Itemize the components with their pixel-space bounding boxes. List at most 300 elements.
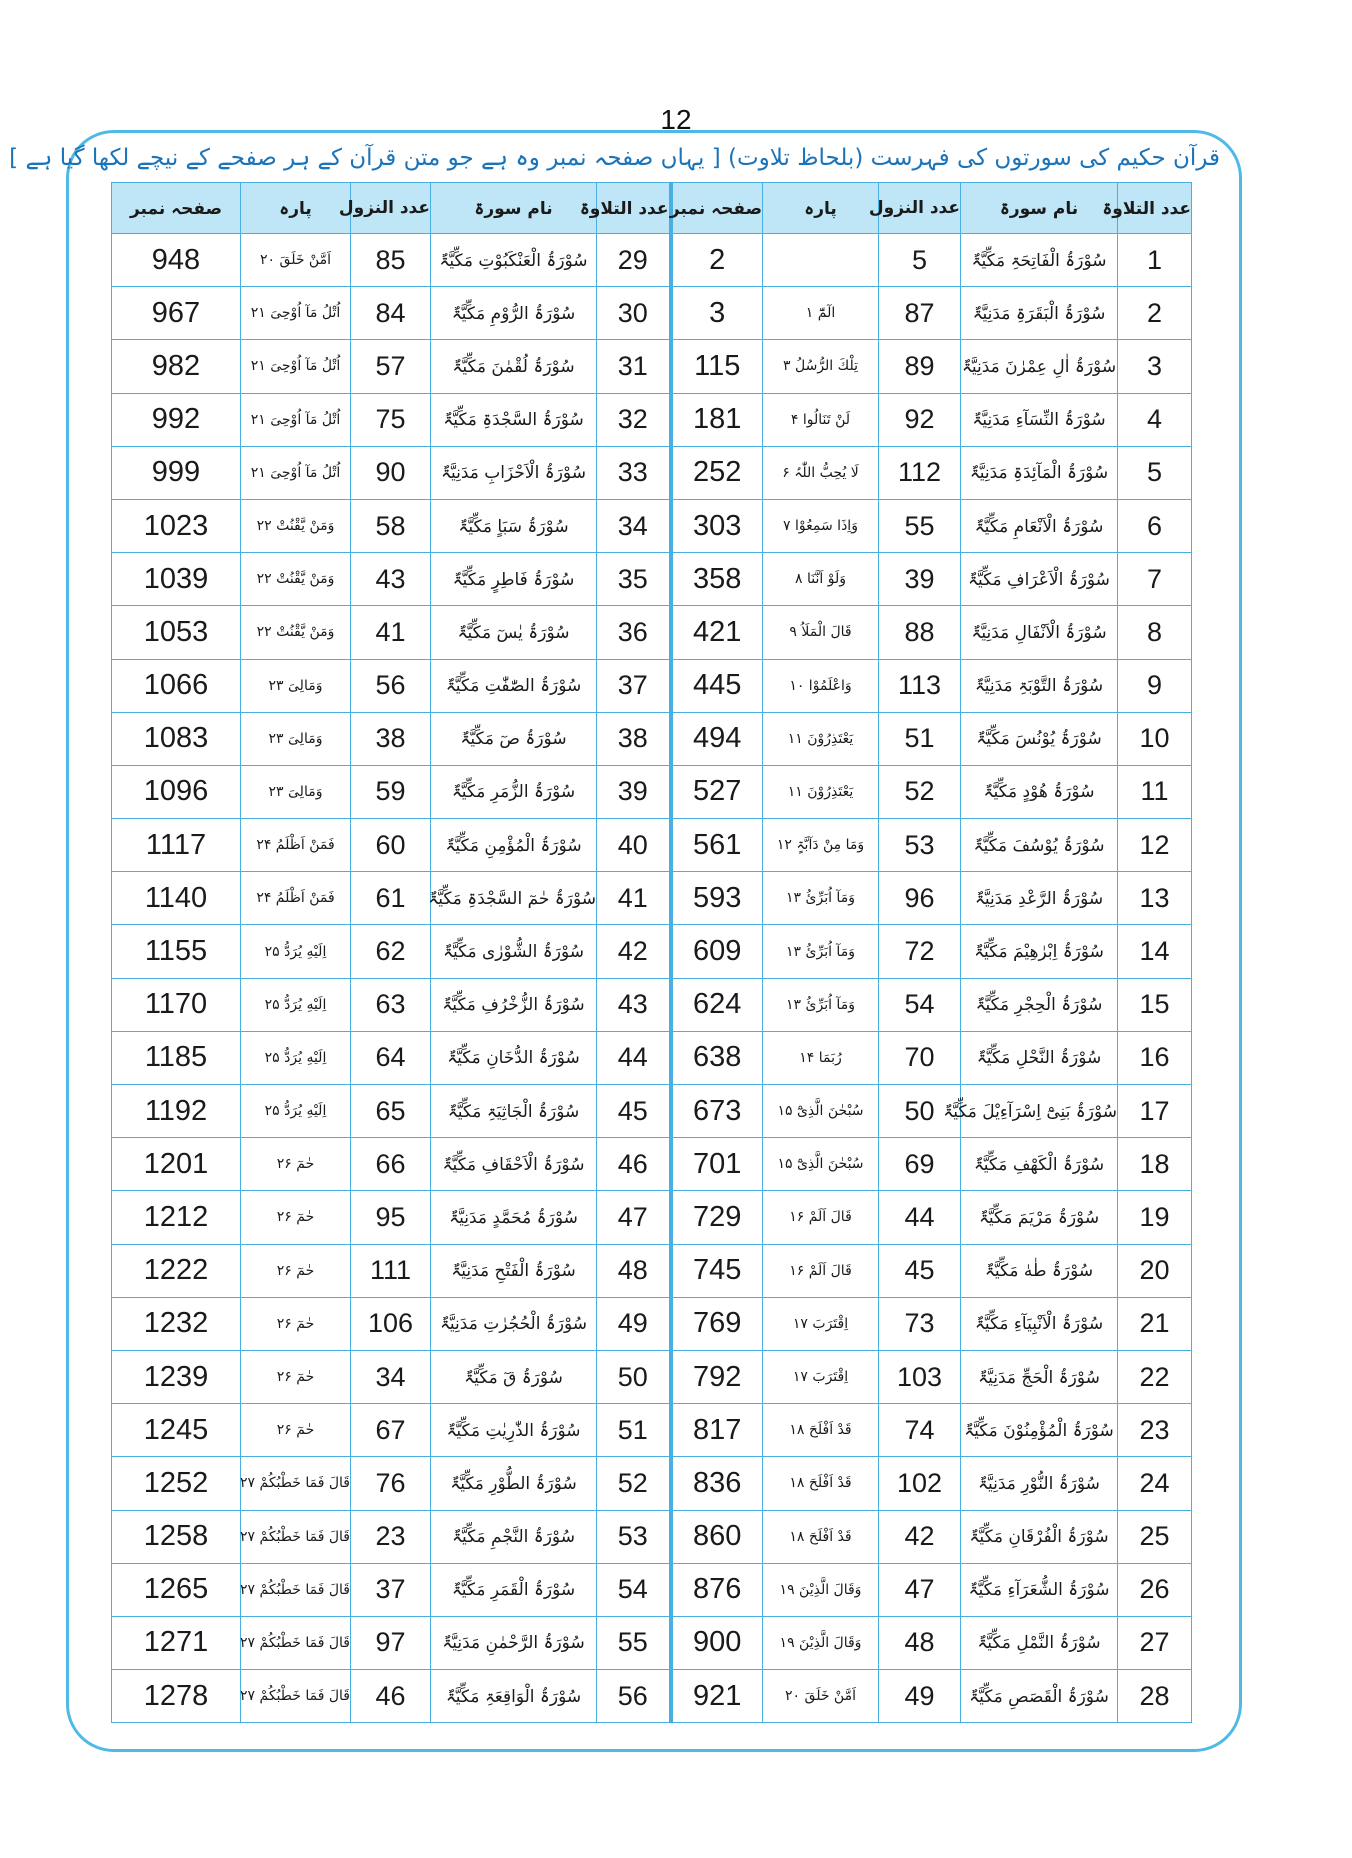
right-nuzool-number: 42 [879, 1510, 961, 1563]
left-surah-name: سُوْرَۃُ الرُّوْمِ مَکِّیَّۃٌ [431, 287, 597, 340]
right-page-number-cell: 729 [671, 1191, 763, 1244]
left-tilawat-number: 35 [597, 553, 671, 606]
left-page-number-cell: 1265 [112, 1563, 241, 1616]
right-nuzool-number: 45 [879, 1244, 961, 1297]
left-page-number-cell: 1278 [112, 1670, 241, 1723]
left-nuzool-number: 37 [351, 1563, 431, 1616]
left-page-number-cell: 1201 [112, 1138, 241, 1191]
right-nuzool-number: 52 [879, 765, 961, 818]
table-row [112, 659, 1192, 712]
left-tilawat-number: 45 [597, 1085, 671, 1138]
right-nuzool-number: 48 [879, 1616, 961, 1669]
left-tilawat-number: 49 [597, 1297, 671, 1350]
table-row [112, 1563, 1192, 1616]
right-para-name: وَمَآ اُبَرِّئُ ۱۳ [763, 872, 879, 925]
left-page-number-cell: 1192 [112, 1085, 241, 1138]
right-surah-name: سُوْرَۃُ طٰهٰ مَکِّیَّۃٌ [961, 1244, 1118, 1297]
left-nuzool-number: 62 [351, 925, 431, 978]
right-nuzool-number: 72 [879, 925, 961, 978]
header-nuzool-right: عدد النزول [879, 183, 961, 234]
right-tilawat-number: 3 [1118, 340, 1192, 393]
right-page-number-cell: 3 [671, 287, 763, 340]
right-surah-name: سُوْرَۃُ الْاَعْرَافِ مَکِّیَّۃٌ [961, 553, 1118, 606]
right-para-name: اِقْتَرَبَ ۱۷ [763, 1297, 879, 1350]
left-tilawat-number: 47 [597, 1191, 671, 1244]
left-page-number-cell: 1117 [112, 819, 241, 872]
left-surah-name: سُوْرَۃُ الْجَاثِیَۃِ مَکِّیَّۃٌ [431, 1085, 597, 1138]
right-surah-name: سُوْرَۃُ الْاَنْبِیَآءِ مَکِّیَّۃٌ [961, 1297, 1118, 1350]
left-page-number-cell: 948 [112, 234, 241, 287]
right-surah-name: سُوْرَۃُ بَنِیْٓ اِسْرَآءِیْلَ مَکِّیَّۃٌ [961, 1085, 1118, 1138]
right-tilawat-number: 18 [1118, 1138, 1192, 1191]
left-page-number-cell: 1053 [112, 606, 241, 659]
right-surah-name: سُوْرَۃُ یُوْنُسَ مَکِّیَّۃٌ [961, 712, 1118, 765]
right-para-name: لَنْ تَنَالُوا ۴ [763, 393, 879, 446]
header-surah-name-right: نام سورۃ [961, 183, 1118, 234]
left-page-number-cell: 999 [112, 446, 241, 499]
left-surah-name: سُوْرَۃُ الرَّحْمٰنِ مَدَنِیَّۃٌ [431, 1616, 597, 1669]
left-tilawat-number: 39 [597, 765, 671, 818]
right-page-number-cell: 701 [671, 1138, 763, 1191]
left-para-name: فَمَنْ اَظْلَمُ ۲۴ [241, 819, 351, 872]
right-nuzool-number: 49 [879, 1670, 961, 1723]
right-nuzool-number: 54 [879, 978, 961, 1031]
right-tilawat-number: 24 [1118, 1457, 1192, 1510]
left-page-number-cell: 1222 [112, 1244, 241, 1297]
left-surah-name: سُوْرَۃُ الْفَتْحِ مَدَنِیَّۃٌ [431, 1244, 597, 1297]
table-row [112, 1191, 1192, 1244]
right-page-number-cell: 792 [671, 1350, 763, 1403]
table-row [112, 1350, 1192, 1403]
left-para-name: اُتْلُ مَآ اُوْحِیَ ۲۱ [241, 287, 351, 340]
right-page-number-cell: 115 [671, 340, 763, 393]
left-nuzool-number: 67 [351, 1404, 431, 1457]
left-tilawat-number: 30 [597, 287, 671, 340]
left-para-name: قَالَ فَمَا خَطْبُکُمْ ۲۷ [241, 1510, 351, 1563]
right-surah-name: سُوْرَۃُ اِبْرٰھِیْمَ مَکِّیَّۃٌ [961, 925, 1118, 978]
right-para-name: قَالَ الْمَلَاُ ۹ [763, 606, 879, 659]
left-nuzool-number: 111 [351, 1244, 431, 1297]
left-surah-name: سُوْرَۃُ الْمُؤْمِنِ مَکِّیَّۃٌ [431, 819, 597, 872]
table-row [112, 606, 1192, 659]
right-nuzool-number: 39 [879, 553, 961, 606]
right-page-number-cell: 593 [671, 872, 763, 925]
header-tilawat-left: عدد التلاوۃ [597, 183, 671, 234]
right-tilawat-number: 20 [1118, 1244, 1192, 1297]
left-nuzool-number: 38 [351, 712, 431, 765]
right-page-number-cell: 900 [671, 1616, 763, 1669]
left-page-number-cell: 1245 [112, 1404, 241, 1457]
left-surah-name: سُوْرَۃُ حٰمٓ السَّجْدَۃِ مَکِّیَّۃٌ [431, 872, 597, 925]
right-para-name: وَقَالَ الَّذِیْنَ ۱۹ [763, 1616, 879, 1669]
right-surah-name: سُوْرَۃُ الْقَصَصِ مَکِّیَّۃٌ [961, 1670, 1118, 1723]
left-nuzool-number: 58 [351, 499, 431, 552]
left-para-name: اِلَیْهِ یُرَدُّ ۲۵ [241, 1085, 351, 1138]
left-para-name: حٰمٓ ۲۶ [241, 1191, 351, 1244]
right-para-name: وَاِذَا سَمِعُوْا ۷ [763, 499, 879, 552]
left-tilawat-number: 29 [597, 234, 671, 287]
right-page-number-cell: 303 [671, 499, 763, 552]
header-page-left: صفحہ نمبر [112, 183, 241, 234]
left-tilawat-number: 42 [597, 925, 671, 978]
right-para-name: یَعْتَذِرُوْنَ ۱۱ [763, 712, 879, 765]
right-nuzool-number: 112 [879, 446, 961, 499]
header-para-left: پارہ [241, 183, 351, 234]
header-para-right: پارہ [763, 183, 879, 234]
left-page-number-cell: 967 [112, 287, 241, 340]
left-tilawat-number: 32 [597, 393, 671, 446]
left-para-name: اَمَّنْ خَلَقَ ۲۰ [241, 234, 351, 287]
table-row [112, 1085, 1192, 1138]
left-surah-name: سُوْرَۃُ لُقْمٰنَ مَکِّیَّۃٌ [431, 340, 597, 393]
left-tilawat-number: 55 [597, 1616, 671, 1669]
left-page-number-cell: 1239 [112, 1350, 241, 1403]
left-tilawat-number: 43 [597, 978, 671, 1031]
right-para-name: الٓمّٓ ۱ [763, 287, 879, 340]
left-para-name: وَمَالِیَ ۲۳ [241, 712, 351, 765]
right-surah-name: سُوْرَۃُ الْحِجْرِ مَکِّیَّۃٌ [961, 978, 1118, 1031]
right-surah-name: سُوْرَۃُ الْمُؤْمِنُوْنَ مَکِّیَّۃٌ [961, 1404, 1118, 1457]
left-nuzool-number: 43 [351, 553, 431, 606]
left-nuzool-number: 63 [351, 978, 431, 1031]
right-nuzool-number: 102 [879, 1457, 961, 1510]
right-nuzool-number: 89 [879, 340, 961, 393]
left-page-number-cell: 1023 [112, 499, 241, 552]
left-nuzool-number: 57 [351, 340, 431, 393]
left-tilawat-number: 40 [597, 819, 671, 872]
right-page-number-cell: 921 [671, 1670, 763, 1723]
table-row [112, 1244, 1192, 1297]
right-tilawat-number: 26 [1118, 1563, 1192, 1616]
right-surah-name: سُوْرَۃُ ھُوْدٍ مَکِّیَّۃٌ [961, 765, 1118, 818]
header-nuzool-left: عدد النزول [351, 183, 431, 234]
right-para-name: قَدْ اَفْلَحَ ۱۸ [763, 1404, 879, 1457]
right-nuzool-number: 53 [879, 819, 961, 872]
left-para-name: وَمَنْ یَّقْنُتْ ۲۲ [241, 606, 351, 659]
left-nuzool-number: 90 [351, 446, 431, 499]
right-page-number-cell: 421 [671, 606, 763, 659]
left-tilawat-number: 54 [597, 1563, 671, 1616]
right-surah-name: سُوْرَۃُ النُّوْرِ مَدَنِیَّۃٌ [961, 1457, 1118, 1510]
right-page-number-cell: 638 [671, 1031, 763, 1084]
right-tilawat-number: 8 [1118, 606, 1192, 659]
right-page-number-cell: 561 [671, 819, 763, 872]
left-nuzool-number: 46 [351, 1670, 431, 1723]
left-nuzool-number: 60 [351, 819, 431, 872]
right-para-name: وَمَآ اُبَرِّئُ ۱۳ [763, 978, 879, 1031]
table-row [112, 765, 1192, 818]
right-page-number-cell: 445 [671, 659, 763, 712]
left-surah-name: سُوْرَۃُ قٓ مَکِّیَّۃٌ [431, 1350, 597, 1403]
right-surah-name: سُوْرَۃُ الْاَنْعَامِ مَکِّیَّۃٌ [961, 499, 1118, 552]
right-surah-name: سُوْرَۃُ مَرْیَمَ مَکِّیَّۃٌ [961, 1191, 1118, 1244]
right-tilawat-number: 6 [1118, 499, 1192, 552]
table-row [112, 819, 1192, 872]
right-page-number-cell: 358 [671, 553, 763, 606]
left-page-number-cell: 1271 [112, 1616, 241, 1669]
left-surah-name: سُوْرَۃُ الْاَحْزَابِ مَدَنِیَّۃٌ [431, 446, 597, 499]
left-surah-name: سُوْرَۃُ فَاطِرٍ مَکِّیَّۃٌ [431, 553, 597, 606]
left-surah-name: سُوْرَۃُ الشُّوْرٰی مَکِّیَّۃٌ [431, 925, 597, 978]
left-page-number-cell: 1066 [112, 659, 241, 712]
left-tilawat-number: 50 [597, 1350, 671, 1403]
left-page-number-cell: 1212 [112, 1191, 241, 1244]
left-para-name: حٰمٓ ۲۶ [241, 1297, 351, 1350]
right-page-number-cell: 745 [671, 1244, 763, 1297]
left-page-number-cell: 1258 [112, 1510, 241, 1563]
table-row [112, 712, 1192, 765]
right-tilawat-number: 21 [1118, 1297, 1192, 1350]
table-row [112, 1457, 1192, 1510]
right-para-name: رُبَمَا ۱۴ [763, 1031, 879, 1084]
right-nuzool-number: 87 [879, 287, 961, 340]
right-surah-name: سُوْرَۃُ النَّحْلِ مَکِّیَّۃٌ [961, 1031, 1118, 1084]
right-surah-name: سُوْرَۃُ یُوْسُفَ مَکِّیَّۃٌ [961, 819, 1118, 872]
left-para-name: فَمَنْ اَظْلَمُ ۲۴ [241, 872, 351, 925]
right-tilawat-number: 23 [1118, 1404, 1192, 1457]
right-tilawat-number: 9 [1118, 659, 1192, 712]
left-nuzool-number: 56 [351, 659, 431, 712]
right-nuzool-number: 51 [879, 712, 961, 765]
left-surah-name: سُوْرَۃُ الزُّخْرُفِ مَکِّیَّۃٌ [431, 978, 597, 1031]
right-para-name: وَقَالَ الَّذِیْنَ ۱۹ [763, 1563, 879, 1616]
left-para-name: قَالَ فَمَا خَطْبُکُمْ ۲۷ [241, 1457, 351, 1510]
left-surah-name: سُوْرَۃُ الذّٰرِیٰتِ مَکِّیَّۃٌ [431, 1404, 597, 1457]
table-row [112, 1616, 1192, 1669]
right-surah-name: سُوْرَۃُ الشُّعَرَآءِ مَکِّیَّۃٌ [961, 1563, 1118, 1616]
left-para-name: حٰمٓ ۲۶ [241, 1138, 351, 1191]
right-para-name [763, 234, 879, 287]
left-nuzool-number: 65 [351, 1085, 431, 1138]
right-page-number-cell: 836 [671, 1457, 763, 1510]
left-surah-name: سُوْرَۃُ الْقَمَرِ مَکِّیَّۃٌ [431, 1563, 597, 1616]
right-tilawat-number: 27 [1118, 1616, 1192, 1669]
right-surah-name: سُوْرَۃُ الرَّعْدِ مَدَنِیَّۃٌ [961, 872, 1118, 925]
left-page-number-cell: 1140 [112, 872, 241, 925]
left-para-name: قَالَ فَمَا خَطْبُکُمْ ۲۷ [241, 1563, 351, 1616]
left-tilawat-number: 53 [597, 1510, 671, 1563]
left-nuzool-number: 66 [351, 1138, 431, 1191]
right-nuzool-number: 74 [879, 1404, 961, 1457]
right-para-name: قَالَ اَلَمْ ۱۶ [763, 1244, 879, 1297]
left-surah-name: سُوْرَۃُ الْاَحْقَافِ مَکِّیَّۃٌ [431, 1138, 597, 1191]
left-para-name: قَالَ فَمَا خَطْبُکُمْ ۲۷ [241, 1670, 351, 1723]
left-surah-name: سُوْرَۃُ سَبَاٍ مَکِّیَّۃٌ [431, 499, 597, 552]
left-surah-name: سُوْرَۃُ الطُّوْرِ مَکِّیَّۃٌ [431, 1457, 597, 1510]
right-tilawat-number: 5 [1118, 446, 1192, 499]
right-nuzool-number: 96 [879, 872, 961, 925]
right-page-number-cell: 673 [671, 1085, 763, 1138]
header-tilawat-right: عدد التلاوۃ [1118, 183, 1192, 234]
left-para-name: اِلَیْهِ یُرَدُّ ۲۵ [241, 1031, 351, 1084]
right-nuzool-number: 92 [879, 393, 961, 446]
table-row [112, 1031, 1192, 1084]
right-tilawat-number: 28 [1118, 1670, 1192, 1723]
right-page-number-cell: 860 [671, 1510, 763, 1563]
right-surah-name: سُوْرَۃُ النَّمْلِ مَکِّیَّۃٌ [961, 1616, 1118, 1669]
right-page-number-cell: 609 [671, 925, 763, 978]
left-page-number-cell: 1155 [112, 925, 241, 978]
right-tilawat-number: 13 [1118, 872, 1192, 925]
right-para-name: قَدْ اَفْلَحَ ۱۸ [763, 1457, 879, 1510]
right-surah-name: سُوْرَۃُ اٰلِ عِمْرٰنَ مَدَنِیَّۃٌ [961, 340, 1118, 393]
right-nuzool-number: 5 [879, 234, 961, 287]
right-para-name: سُبْحٰنَ الَّذِیْٓ ۱۵ [763, 1138, 879, 1191]
right-nuzool-number: 47 [879, 1563, 961, 1616]
left-para-name: اُتْلُ مَآ اُوْحِیَ ۲۱ [241, 340, 351, 393]
right-tilawat-number: 25 [1118, 1510, 1192, 1563]
left-para-name: اِلَیْهِ یُرَدُّ ۲۵ [241, 978, 351, 1031]
left-para-name: اُتْلُ مَآ اُوْحِیَ ۲۱ [241, 446, 351, 499]
right-para-name: سُبْحٰنَ الَّذِیْٓ ۱۵ [763, 1085, 879, 1138]
right-nuzool-number: 69 [879, 1138, 961, 1191]
table-row [112, 446, 1192, 499]
left-page-number-cell: 1039 [112, 553, 241, 606]
table-row [112, 1670, 1192, 1723]
surah-index-table-wrapper [111, 182, 1191, 1723]
right-tilawat-number: 12 [1118, 819, 1192, 872]
left-nuzool-number: 61 [351, 872, 431, 925]
left-surah-name: سُوْرَۃُ السَّجْدَۃِ مَکِّیَّۃٌ [431, 393, 597, 446]
right-tilawat-number: 4 [1118, 393, 1192, 446]
left-tilawat-number: 37 [597, 659, 671, 712]
table-row [112, 393, 1192, 446]
right-surah-name: سُوْرَۃُ الْکَھْفِ مَکِّیَّۃٌ [961, 1138, 1118, 1191]
left-page-number-cell: 982 [112, 340, 241, 393]
left-page-number-cell: 1185 [112, 1031, 241, 1084]
header-page-right: صفحہ نمبر [671, 183, 763, 234]
left-para-name: وَمَنْ یَّقْنُتْ ۲۲ [241, 553, 351, 606]
right-nuzool-number: 73 [879, 1297, 961, 1350]
table-row [112, 978, 1192, 1031]
right-tilawat-number: 2 [1118, 287, 1192, 340]
right-tilawat-number: 16 [1118, 1031, 1192, 1084]
left-para-name: اُتْلُ مَآ اُوْحِیَ ۲۱ [241, 393, 351, 446]
right-tilawat-number: 7 [1118, 553, 1192, 606]
left-tilawat-number: 33 [597, 446, 671, 499]
left-nuzool-number: 23 [351, 1510, 431, 1563]
left-surah-name: سُوْرَۃُ صٓ مَکِّیَّۃٌ [431, 712, 597, 765]
left-surah-name: سُوْرَۃُ الصّٰفّٰتِ مَکِّیَّۃٌ [431, 659, 597, 712]
right-nuzool-number: 88 [879, 606, 961, 659]
table-row [112, 1297, 1192, 1350]
header-surah-name-left: نام سورۃ [431, 183, 597, 234]
left-para-name: وَمَنْ یَّقْنُتْ ۲۲ [241, 499, 351, 552]
left-nuzool-number: 34 [351, 1350, 431, 1403]
right-nuzool-number: 103 [879, 1350, 961, 1403]
left-surah-name: سُوْرَۃُ النَّجْمِ مَکِّیَّۃٌ [431, 1510, 597, 1563]
left-surah-name: سُوْرَۃُ الْوَاقِعَۃِ مَکِّیَّۃٌ [431, 1670, 597, 1723]
left-nuzool-number: 64 [351, 1031, 431, 1084]
right-surah-name: سُوْرَۃُ الْحَجِّ مَدَنِیَّۃٌ [961, 1350, 1118, 1403]
right-nuzool-number: 44 [879, 1191, 961, 1244]
left-page-number-cell: 1252 [112, 1457, 241, 1510]
left-surah-name: سُوْرَۃُ الزُّمَرِ مَکِّیَّۃٌ [431, 765, 597, 818]
right-para-name: قَالَ اَلَمْ ۱۶ [763, 1191, 879, 1244]
table-row [112, 1404, 1192, 1457]
right-page-number-cell: 181 [671, 393, 763, 446]
left-tilawat-number: 34 [597, 499, 671, 552]
right-tilawat-number: 14 [1118, 925, 1192, 978]
right-para-name: وَاعْلَمُوْا ۱۰ [763, 659, 879, 712]
right-page-number-cell: 252 [671, 446, 763, 499]
right-nuzool-number: 55 [879, 499, 961, 552]
left-para-name: حٰمٓ ۲۶ [241, 1244, 351, 1297]
left-para-name: قَالَ فَمَا خَطْبُکُمْ ۲۷ [241, 1616, 351, 1669]
left-nuzool-number: 75 [351, 393, 431, 446]
right-para-name: اِقْتَرَبَ ۱۷ [763, 1350, 879, 1403]
right-para-name: وَمَا مِنْ دَآبَّۃٍ ۱۲ [763, 819, 879, 872]
header-row [112, 183, 1192, 234]
left-page-number-cell: 1232 [112, 1297, 241, 1350]
table-row [112, 553, 1192, 606]
left-page-number-cell: 1096 [112, 765, 241, 818]
left-nuzool-number: 84 [351, 287, 431, 340]
right-surah-name: سُوْرَۃُ الْفُرْقَانِ مَکِّیَّۃٌ [961, 1510, 1118, 1563]
right-para-name: تِلْكَ الرُّسُلُ ۳ [763, 340, 879, 393]
right-para-name: قَدْ اَفْلَحَ ۱۸ [763, 1510, 879, 1563]
left-nuzool-number: 41 [351, 606, 431, 659]
right-para-name: لَا یُحِبُّ اللّٰہُ ۶ [763, 446, 879, 499]
left-para-name: وَمَالِیَ ۲۳ [241, 659, 351, 712]
right-page-number-cell: 2 [671, 234, 763, 287]
table-row [112, 287, 1192, 340]
left-tilawat-number: 52 [597, 1457, 671, 1510]
right-page-number-cell: 876 [671, 1563, 763, 1616]
left-para-name: وَمَالِیَ ۲۳ [241, 765, 351, 818]
left-nuzool-number: 106 [351, 1297, 431, 1350]
right-surah-name: سُوْرَۃُ الْبَقَرَۃِ مَدَنِیَّۃٌ [961, 287, 1118, 340]
right-nuzool-number: 50 [879, 1085, 961, 1138]
right-para-name: یَعْتَذِرُوْنَ ۱۱ [763, 765, 879, 818]
right-tilawat-number: 15 [1118, 978, 1192, 1031]
table-row [112, 1510, 1192, 1563]
left-tilawat-number: 56 [597, 1670, 671, 1723]
left-nuzool-number: 95 [351, 1191, 431, 1244]
left-tilawat-number: 46 [597, 1138, 671, 1191]
left-page-number-cell: 1170 [112, 978, 241, 1031]
table-row [112, 872, 1192, 925]
right-tilawat-number: 17 [1118, 1085, 1192, 1138]
right-surah-name: سُوْرَۃُ الْفَاتِحَۃِ مَکِّیَّۃٌ [961, 234, 1118, 287]
left-surah-name: سُوْرَۃُ یٰسٓ مَکِّیَّۃٌ [431, 606, 597, 659]
left-tilawat-number: 41 [597, 872, 671, 925]
left-tilawat-number: 44 [597, 1031, 671, 1084]
left-tilawat-number: 48 [597, 1244, 671, 1297]
right-para-name: وَمَآ اُبَرِّئُ ۱۳ [763, 925, 879, 978]
left-nuzool-number: 59 [351, 765, 431, 818]
right-nuzool-number: 70 [879, 1031, 961, 1084]
left-tilawat-number: 38 [597, 712, 671, 765]
table-row [112, 340, 1192, 393]
right-tilawat-number: 10 [1118, 712, 1192, 765]
left-nuzool-number: 97 [351, 1616, 431, 1669]
right-page-number-cell: 494 [671, 712, 763, 765]
right-page-number-cell: 527 [671, 765, 763, 818]
left-page-number-cell: 1083 [112, 712, 241, 765]
left-surah-name: سُوْرَۃُ الدُّخَانِ مَکِّیَّۃٌ [431, 1031, 597, 1084]
table-row [112, 499, 1192, 552]
right-surah-name: سُوْرَۃُ الْمَآئِدَۃِ مَدَنِیَّۃٌ [961, 446, 1118, 499]
right-para-name: اَمَّنْ خَلَقَ ۲۰ [763, 1670, 879, 1723]
left-nuzool-number: 85 [351, 234, 431, 287]
left-surah-name: سُوْرَۃُ الْحُجُرٰتِ مَدَنِیَّۃٌ [431, 1297, 597, 1350]
right-surah-name: سُوْرَۃُ الْاَنْفَالِ مَدَنِیَّۃٌ [961, 606, 1118, 659]
left-surah-name: سُوْرَۃُ الْعَنْکَبُوْتِ مَکِّیَّۃٌ [431, 234, 597, 287]
right-tilawat-number: 11 [1118, 765, 1192, 818]
right-page-number-cell: 624 [671, 978, 763, 1031]
surah-index-table [111, 182, 1192, 1723]
